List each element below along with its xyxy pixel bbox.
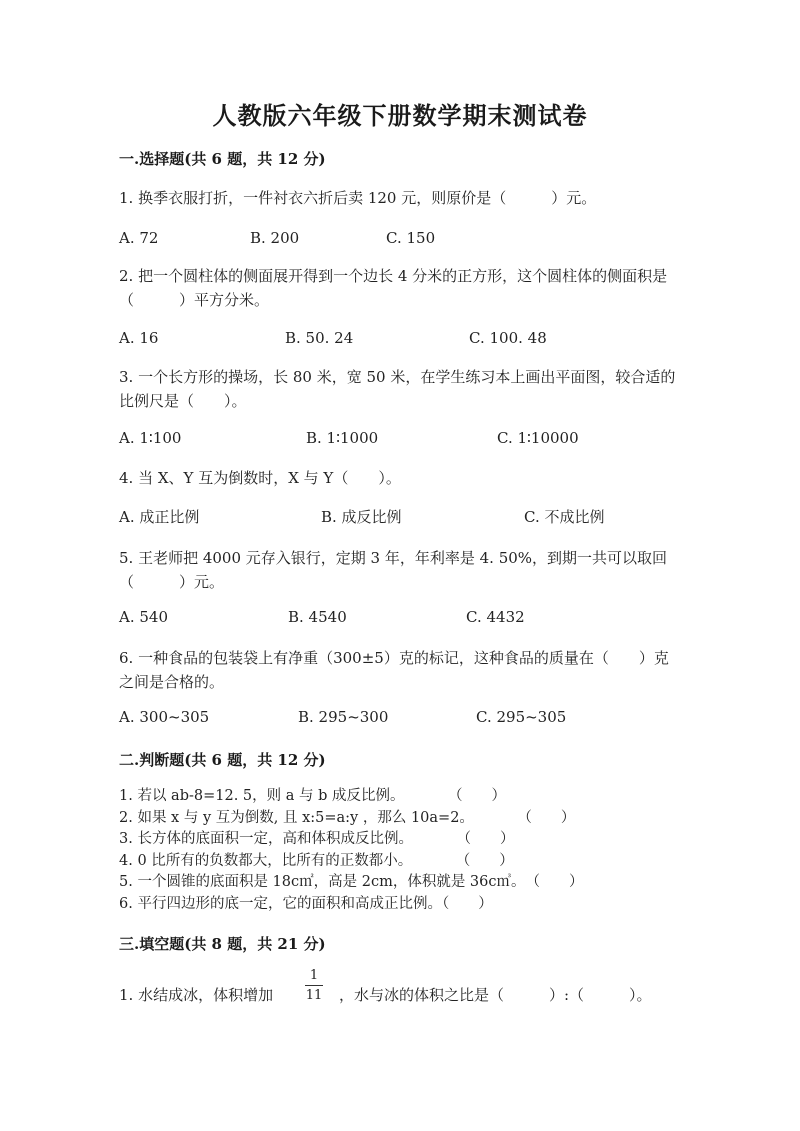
section-heading-judgement: 二.判断题(共 6 题，共 12 分) — [119, 751, 326, 769]
choice-option: B. 1∶1000 — [306, 429, 379, 447]
fraction-bar — [305, 985, 323, 986]
choice-option: A. 300~305 — [119, 708, 210, 726]
judgement-item: 6. 平行四边形的底一定，它的面积和高成正比例。（ ） — [119, 895, 493, 912]
choice-question-5: 5. 王老师把 4000 元存入银行，定期 3 年，年利率是 4. 50%，到期一共可以取回（ ）元。 — [119, 549, 668, 591]
fraction-numerator: 1 — [309, 968, 319, 983]
section-heading-fill: 三.填空题(共 8 题，共 21 分) — [119, 935, 326, 953]
fraction-denominator: 11 — [305, 988, 323, 1003]
judgement-item: 2. 如果 x 与 y 互为倒数, 且 x:5=a:y ，那么 10a=2。 （ ） — [119, 809, 576, 826]
choice-option: A. 72 — [119, 229, 159, 247]
choice-option: B. 50. 24 — [285, 329, 354, 347]
choice-option: C. 150 — [386, 229, 436, 247]
judgement-item: 1. 若以 ab-8=12. 5，则 a 与 b 成反比例。 （ ） — [119, 788, 507, 804]
choice-option: B. 4540 — [288, 608, 347, 626]
choice-option: B. 200 — [250, 229, 300, 247]
choice-option: C. 不成比例 — [524, 508, 605, 526]
choice-option: A. 16 — [119, 329, 159, 347]
choice-question-3: 3. 一个长方形的操场，长 80 米，宽 50 米，在学生练习本上画出平面图，较合适的比例尺是（ ）。 — [119, 368, 676, 410]
choice-option: A. 540 — [119, 608, 168, 626]
choice-option: C. 4432 — [466, 608, 525, 626]
choice-question-6: 6. 一种食品的包装袋上有净重（300±5）克的标记，这种食品的质量在（ ）克之间是合格的。 — [119, 649, 669, 691]
choice-option: B. 成反比例 — [321, 508, 402, 526]
judgement-item: 4. 0 比所有的负数都大，比所有的正数都小。 （ ） — [119, 852, 514, 869]
judgement-item: 5. 一个圆锥的底面积是 18c㎡，高是 2cm，体积就是 36c㎥。 （ ） — [119, 874, 584, 890]
choice-option: C. 1∶10000 — [497, 429, 579, 447]
choice-option: A. 成正比例 — [119, 508, 200, 526]
choice-question-2: 2. 把一个圆柱体的侧面展开得到一个边长 4 分米的正方形，这个圆柱体的侧面积是（ ）平方分米。 — [119, 267, 668, 309]
fill-question-text-before: 1. 水结成冰，体积增加 — [119, 986, 274, 1004]
choice-option: A. 1∶100 — [119, 429, 182, 447]
choice-option: C. 100. 48 — [469, 329, 547, 347]
judgement-item: 3. 长方体的底面积一定，高和体积成反比例。 （ ） — [119, 831, 515, 847]
section-heading-choice: 一.选择题(共 6 题，共 12 分) — [119, 150, 326, 168]
choice-question-4: 4. 当 X、Y 互为倒数时，X 与 Y（ ）。 — [119, 469, 401, 487]
fraction — [305, 968, 323, 1003]
choice-option: C. 295~305 — [476, 708, 567, 726]
choice-option: B. 295~300 — [298, 708, 389, 726]
judgement-list — [119, 786, 719, 915]
choice-question-1: 1. 换季衣服打折，一件衬衣六折后卖 120 元，则原价是（ ）元。 — [119, 189, 597, 207]
page-title: 人教版六年级下册数学期末测试卷 — [212, 101, 588, 130]
fill-question-text-after: ，水与冰的体积之比是（ ）:（ ）。 — [339, 986, 652, 1004]
